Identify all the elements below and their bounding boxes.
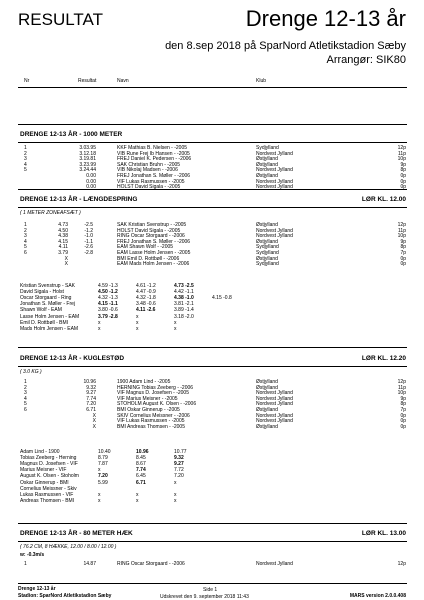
row-points: 12p — [397, 379, 406, 385]
row-points: 11p — [398, 150, 406, 157]
attempt-value: x — [98, 325, 101, 332]
row-wind: -1.0 — [84, 233, 93, 240]
attempt-value: x — [98, 319, 101, 326]
attempt-athlete: Marius Meisner - VIF — [20, 467, 67, 474]
header-divider — [18, 87, 407, 88]
attempt-value: 5.99 — [98, 479, 108, 486]
row-result: 0.00 — [86, 184, 96, 191]
attempt-value: 7.74 — [136, 467, 146, 474]
row-result: 7.74 — [86, 395, 96, 402]
row-athlete: HERNING Tobias Zeeberg - -2006 — [117, 384, 194, 391]
col-nr: Nr — [24, 78, 30, 84]
row-club: Østjylland — [256, 384, 278, 391]
row-club: Nordvest Jylland — [256, 150, 293, 157]
attempt-value: 9.32 — [174, 455, 184, 462]
attempt-value: 4.15 -0.8 — [212, 295, 232, 302]
row-points: 8p — [400, 401, 406, 408]
section-divider — [18, 207, 407, 208]
row-points: 10p — [397, 233, 406, 240]
row-athlete: VIF Lukas Rasmussen - -2005 — [117, 418, 185, 425]
row-wind: -2.8 — [84, 250, 93, 256]
row-result: 0.00 — [86, 173, 96, 179]
row-place: 1 — [24, 561, 27, 567]
attempt-athlete: Oscar Storgaard - Ring — [20, 295, 72, 302]
footer-version: MARS version 2.0.0.408 — [349, 593, 406, 599]
footer-event: Drenge 12-13 år — [18, 586, 56, 592]
row-club: Nordvest Jylland — [256, 418, 293, 425]
row-result: 7.20 — [86, 401, 96, 408]
row-points: 0p — [400, 255, 406, 262]
row-result: 3.19.81 — [79, 156, 96, 163]
attempt-value: x — [136, 319, 139, 326]
row-points: 11p — [398, 227, 406, 234]
row-result: X — [92, 418, 96, 425]
attempt-value: 8.67 — [136, 461, 146, 468]
row-place: 5 — [24, 167, 27, 174]
row-points: 12p — [397, 145, 406, 151]
attempt-athlete: Lasse Holm Jensen - EAM — [20, 313, 80, 320]
attempt-value: 4.47 -0.9 — [136, 289, 156, 296]
row-place: 2 — [24, 150, 27, 157]
row-club: Nordvest Jylland — [256, 184, 293, 191]
row-athlete: VIF Marius Meisner - -2005 — [117, 395, 178, 402]
row-wind: -2.5 — [84, 222, 93, 228]
row-club: Sydjylland — [256, 261, 279, 268]
row-place: 6 — [24, 407, 27, 413]
wind-reading: w: -0.3m/s — [20, 552, 45, 558]
row-points: 7p — [400, 250, 406, 256]
row-athlete: STOHOLM August K. Olsen - -2006 — [117, 401, 197, 408]
row-result: X — [64, 261, 68, 268]
row-points: 0p — [400, 423, 406, 430]
row-points: 10p — [397, 390, 406, 397]
row-place: 3 — [24, 390, 27, 397]
row-place: 1 — [24, 379, 27, 385]
row-athlete: 1900 Adam Lind - -2005 — [117, 379, 171, 385]
row-result: 9.27 — [86, 390, 96, 397]
attempt-value: 7.20 — [98, 473, 108, 480]
section-title: DRENGE 12-13 ÅR - 80 METER HÆK — [20, 530, 133, 537]
attempt-athlete: David Sigalа - Holst — [20, 289, 64, 296]
row-result: X — [92, 412, 96, 419]
row-athlete: FREJ Daniel K. Pedersen - -2006 — [117, 156, 192, 163]
row-result: 4.15 — [58, 238, 68, 245]
attempt-value: 8.79 — [98, 455, 108, 462]
attempt-value: 4.38 -1.0 — [174, 295, 194, 302]
row-club: Østjylland — [256, 423, 278, 430]
row-wind: -1.1 — [84, 238, 93, 245]
attempt-value: x — [98, 467, 101, 474]
attempt-value: 8.45 — [136, 455, 146, 462]
attempt-value: x — [136, 313, 139, 320]
attempt-athlete: Kristian Svenstrup - SAK — [20, 283, 76, 289]
attempt-value: 9.27 — [174, 461, 184, 468]
row-athlete: SAK Christian Bruhn - -2005 — [117, 161, 181, 168]
attempt-athlete: Adam Lind - 1900 — [20, 449, 60, 455]
attempt-value: x — [136, 325, 139, 332]
section-note: ( 3.0 KG ) — [20, 369, 42, 375]
row-club: Nordvest Jylland — [256, 561, 293, 567]
attempt-athlete: Jonathan S. Møller - Frej — [20, 301, 76, 308]
row-place: 1 — [24, 145, 27, 151]
section-divider — [18, 347, 407, 348]
row-athlete: VIB Rune Frej Ib Hansen - -2005 — [117, 150, 190, 157]
row-athlete: VIF Magnus D. Josefsen - -2005 — [117, 390, 189, 397]
row-points: 0p — [400, 178, 406, 185]
attempt-value: x — [174, 491, 177, 498]
row-points: 0p — [400, 261, 406, 268]
row-place: 6 — [24, 250, 27, 256]
row-athlete: KKF Mathias B. Nielsen - -2005 — [117, 145, 188, 151]
page-title: RESULTAT — [18, 10, 104, 29]
row-athlete: VIF Lukas Rasmussen - -2005 — [117, 178, 185, 185]
attempt-athlete: Tobias Zeeberg - Herning — [20, 455, 77, 462]
row-result: 3.03.95 — [79, 145, 96, 151]
row-result: 4.50 — [58, 227, 68, 234]
section-divider — [18, 142, 407, 143]
attempt-athlete: Emil D. Rottbøll - BMI — [20, 319, 69, 326]
organizer: Arrangør: SIK80 — [326, 54, 406, 66]
row-points: 10p — [397, 156, 406, 163]
row-points: 8p — [400, 244, 406, 251]
row-club: Østjylland — [256, 156, 278, 163]
row-points: 9p — [400, 395, 406, 402]
row-result: X — [92, 423, 96, 430]
row-result: 10.96 — [83, 379, 96, 385]
row-club: Nordvest Jylland — [256, 233, 293, 240]
section-divider — [18, 523, 407, 524]
attempt-value: 6.45 — [136, 473, 146, 480]
attempt-athlete: Andreas Thomsen - BMI — [20, 497, 75, 504]
row-points: 8p — [400, 167, 406, 174]
row-club: Nordvest Jylland — [256, 390, 293, 397]
row-points: 0p — [400, 184, 406, 191]
section-time: LØR KL. 12.00 — [361, 196, 406, 203]
row-points: 11p — [398, 384, 406, 391]
row-club: Østjylland — [256, 161, 278, 168]
row-points: 12p — [397, 222, 406, 228]
row-result: 9.32 — [86, 384, 96, 391]
attempt-value: 7.20 — [174, 473, 184, 480]
attempt-value: 10.96 — [136, 449, 149, 455]
row-place: 2 — [24, 384, 27, 391]
row-result: 3.12.18 — [79, 150, 96, 157]
row-place: 3 — [24, 233, 27, 240]
row-club: Sydjylland — [256, 250, 279, 256]
footer-page: Side 1 — [203, 587, 218, 593]
attempt-value: 6.71 — [136, 479, 146, 486]
attempt-value: 4.50 -1.2 — [98, 289, 118, 296]
row-place: 3 — [24, 156, 27, 163]
row-points: 9p — [400, 161, 406, 168]
attempt-value: x — [174, 479, 177, 486]
row-club: Østjylland — [256, 173, 278, 179]
row-athlete: EAM Lasse Holm Jensen - -2005 — [117, 250, 191, 256]
attempt-value: x — [98, 491, 101, 498]
row-result: 14.87 — [83, 561, 96, 567]
footer-stadium: Stadion: SparNord Atletikstadion Sæby — [18, 593, 112, 599]
row-club: Østjylland — [256, 255, 278, 262]
attempt-value: x — [136, 491, 139, 498]
footer-divider — [18, 583, 407, 584]
attempt-value: x — [136, 497, 139, 504]
row-athlete: SKIV Cornelius Meissner - -2006 — [117, 412, 190, 419]
date-venue: den 8.sep 2018 på SparNord Atletikstadion Sæby — [165, 40, 406, 52]
row-result: 4.11 — [58, 244, 68, 251]
attempt-value: 10.40 — [98, 449, 111, 455]
row-place: 4 — [24, 238, 27, 245]
row-athlete: BMI Oskar Ginnerup - -2005 — [117, 407, 180, 413]
section-note: ( 76.2 CM, 8 HÆKKE, 12.00 / 8.00 / 12.00 ) — [20, 544, 117, 550]
section-divider — [18, 366, 407, 367]
row-wind: -1.2 — [84, 227, 93, 234]
row-athlete: SAK Kristian Svenstrup - -2005 — [117, 222, 187, 228]
row-wind: -2.6 — [84, 244, 93, 251]
attempt-value: 3.18 -2.0 — [174, 313, 194, 320]
row-place: 4 — [24, 161, 27, 168]
row-athlete: EAM Shawn Wolf - -2005 — [117, 244, 174, 251]
row-place: 1 — [24, 222, 27, 228]
row-result: 4.38 — [58, 233, 68, 240]
row-result: X — [64, 255, 68, 262]
row-athlete: RING Oscar Storgaard - -2006 — [117, 233, 185, 240]
row-athlete: HOLST David Sigalа - -2005 — [117, 227, 181, 234]
attempt-athlete: Oskar Ginnerup - BMI — [20, 479, 69, 486]
row-club: Nordvest Jylland — [256, 401, 293, 408]
attempt-value: x — [174, 325, 177, 332]
row-points: 0p — [400, 418, 406, 425]
attempt-athlete: Cornelius Meissner - Skiv — [20, 485, 77, 492]
row-athlete: BMI Emil D. Rottbøll - -2006 — [117, 255, 180, 262]
attempt-value: 4.42 -1.1 — [174, 289, 194, 296]
row-club: Nordvest Jylland — [256, 178, 293, 185]
col-club: Klub — [256, 78, 267, 84]
row-points: 7p — [400, 407, 406, 413]
row-points: 9p — [400, 238, 406, 245]
attempt-athlete: Lukas Rasmussen - VIF — [20, 491, 74, 498]
row-points: 0p — [400, 173, 406, 179]
attempt-value: 4.61 -1.2 — [136, 283, 156, 289]
row-place: 5 — [24, 244, 27, 251]
row-club: Sydjylland — [256, 244, 279, 251]
col-name: Navn — [117, 78, 129, 84]
section-title: DRENGE 12-13 ÅR - KUGLESTØD — [20, 355, 125, 362]
attempt-value: 3.89 -1.4 — [174, 307, 194, 314]
section-time: LØR KL. 13.00 — [361, 530, 406, 537]
attempt-value: x — [98, 497, 101, 504]
row-athlete: FREJ Jonathan S. Møller - -2006 — [117, 173, 191, 179]
attempt-value: 3.48 -0.6 — [136, 301, 156, 308]
row-athlete: VIB Nikolaj Madsen - -2006 — [117, 167, 178, 174]
row-athlete: RING Oscar Storgaard - -2006 — [117, 561, 185, 567]
row-club: Østjylland — [256, 222, 278, 228]
attempt-value: 4.15 -1.1 — [98, 301, 118, 308]
row-athlete: FREJ Jonathan S. Møller - -2006 — [117, 238, 191, 245]
row-club: Nordvest Jylland — [256, 167, 293, 174]
section-divider — [18, 124, 407, 125]
attempt-value: 3.79 -2.8 — [98, 313, 118, 320]
section-divider — [18, 189, 407, 190]
row-athlete: EAM Mads Holm Jensen - -2006 — [117, 261, 190, 268]
row-points: 0p — [400, 412, 406, 419]
row-points: 12p — [397, 561, 406, 567]
row-club: Nordvest Jylland — [256, 395, 293, 402]
row-place: 2 — [24, 227, 27, 234]
row-club: Nordvest Jylland — [256, 412, 293, 419]
attempt-athlete: August K. Olsen - Stoholm — [20, 473, 79, 480]
row-place: 4 — [24, 395, 27, 402]
attempt-value: 4.59 -1.3 — [98, 283, 118, 289]
attempt-value: 7.87 — [98, 461, 108, 468]
row-result: 3.23.99 — [79, 161, 96, 168]
section-note: ( 1 METER ZONEAFSÆT ) — [20, 210, 81, 216]
row-result: 4.73 — [58, 222, 68, 228]
attempt-value: x — [174, 497, 177, 504]
row-result: 3.79 — [58, 250, 68, 256]
attempt-value: 4.11 -2.6 — [136, 307, 156, 314]
row-result: 3.24.44 — [79, 167, 96, 174]
attempt-value: 7.72 — [174, 467, 184, 474]
event-title: Drenge 12-13 år — [245, 6, 406, 31]
row-result: 6.71 — [86, 407, 96, 413]
row-club: Østjylland — [256, 407, 278, 413]
section-title: DRENGE 12-13 ÅR - 1000 METER — [20, 131, 123, 138]
row-club: Østjylland — [256, 238, 278, 245]
attempt-value: 4.73 -2.5 — [174, 283, 194, 289]
col-result: Resultat — [78, 78, 97, 84]
footer-printed: Udskrevet den 9. september 2018 11:43 — [160, 594, 249, 600]
row-athlete: BMI Andreas Thomsen - -2005 — [117, 423, 185, 430]
attempt-value: x — [174, 319, 177, 326]
attempt-value: 3.80 -0.6 — [98, 307, 118, 314]
row-club: Sydjylland — [256, 145, 279, 151]
row-club: Nordvest Jylland — [256, 227, 293, 234]
attempt-athlete: Magnus D. Josefsen - VIF — [20, 461, 78, 468]
row-place: 5 — [24, 401, 27, 408]
section-title: DRENGE 12-13 ÅR - LÆNGDESPRING — [20, 196, 138, 203]
row-result: 0.00 — [86, 178, 96, 185]
attempt-value: 4.32 -1.3 — [98, 295, 118, 302]
row-athlete: HOLST David Sigalа - -2005 — [117, 184, 181, 191]
attempt-value: 10.77 — [174, 449, 187, 455]
section-time: LØR KL. 12.20 — [361, 355, 406, 362]
row-club: Østjylland — [256, 379, 278, 385]
attempt-value: 4.32 -1.8 — [136, 295, 156, 302]
attempt-athlete: Mads Holm Jensen - EAM — [20, 325, 79, 332]
section-divider — [18, 541, 407, 542]
attempt-athlete: Shawn Wolf - EAM — [20, 307, 62, 314]
attempt-value: 3.81 -2.1 — [174, 301, 194, 308]
